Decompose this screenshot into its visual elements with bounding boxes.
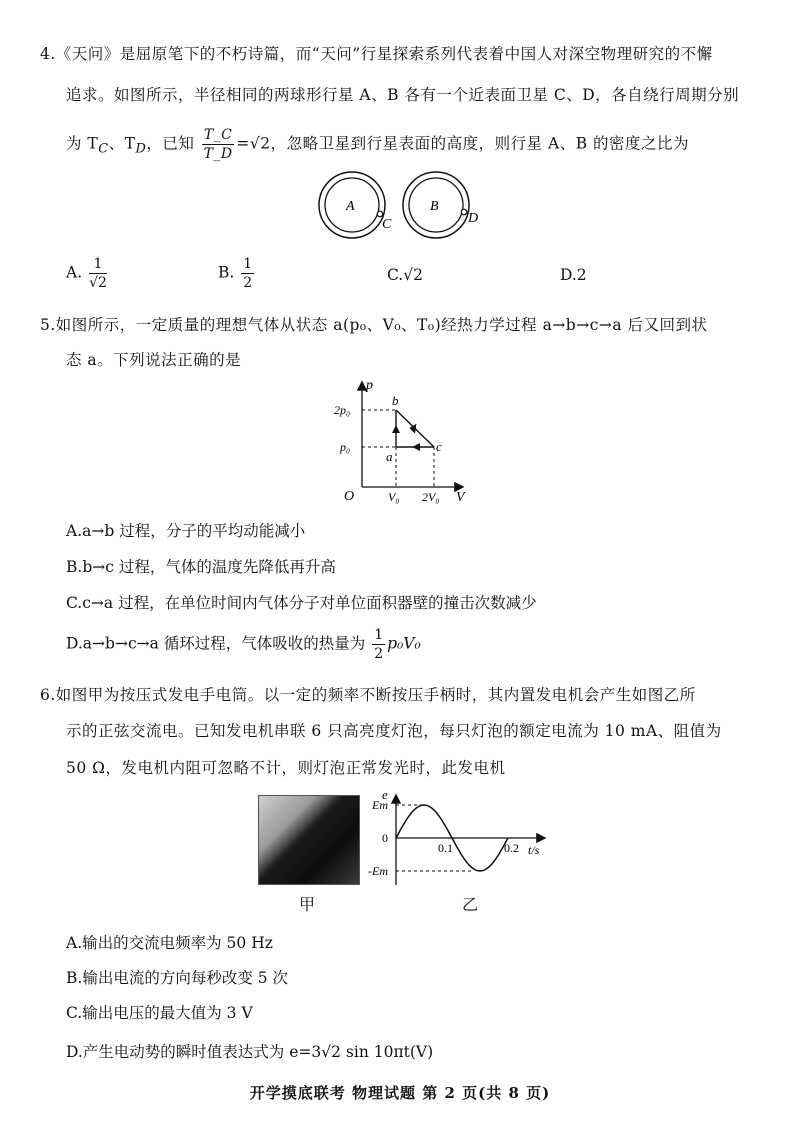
- tick-v0: V₀: [388, 490, 400, 504]
- q4-option-b[interactable]: [218, 257, 256, 290]
- satellite-d: [461, 209, 467, 215]
- tick-2v0: 2V₀: [422, 490, 440, 504]
- fraction-denominator: √2: [89, 275, 107, 291]
- fraction-numerator: 1: [374, 627, 384, 643]
- q6-option-d[interactable]: D.产生电动势的瞬时值表达式为 e=3√2 sin 10πt(V): [66, 1043, 434, 1061]
- q6-line3: 50 Ω，发电机内阻可忽略不计，则灯泡正常发光时，此发电机: [66, 759, 506, 777]
- sine-wave-chart: [368, 790, 568, 890]
- q6-line1: 6.如图甲为按压式发电手电筒。以一定的频率不断按压手柄时，其内置发电机会产生如图乙所: [40, 686, 696, 704]
- arrow-a-b: [392, 425, 400, 433]
- q4-text: =√2，忽略卫星到行星表面的高度，则行星 A、B 的密度之比为: [236, 134, 690, 153]
- tick-p0: p₀: [340, 440, 351, 454]
- caption-jia: 甲: [299, 895, 316, 914]
- q4-option-c[interactable]: C.√2: [387, 266, 423, 284]
- q6-line2: 示的正弦交流电。已知发电机串联 6 只高亮度灯泡，每只灯泡的额定电流为 10 mA、阻值为: [66, 722, 722, 740]
- q4-text: 为 T: [66, 134, 99, 153]
- fraction-denominator: 2: [243, 275, 253, 291]
- q5-option-a[interactable]: A.a→b 过程，分子的平均动能减小: [66, 522, 306, 540]
- satellite-d-label: D: [468, 211, 479, 226]
- tick-neg-em: -Em: [368, 864, 388, 878]
- planets-figure: [310, 168, 490, 248]
- q6-option-b[interactable]: B.输出电流的方向每秒改变 5 次: [66, 969, 289, 987]
- q4-sub-c: C: [98, 141, 109, 157]
- axis-t-label: t/s: [528, 843, 540, 857]
- arrow-c-a: [412, 443, 420, 451]
- q4-line1: 4.《天问》是屈原笔下的不朽诗篇，而“天问”行星探索系列代表着中国人对深空物理研究的不懈: [40, 45, 713, 63]
- fraction-numerator: 1: [89, 257, 107, 274]
- pv-diagram: [330, 375, 480, 505]
- point-a-label: a: [386, 449, 393, 464]
- option-a-fraction: [89, 257, 107, 290]
- fraction-numerator: T_C: [203, 127, 233, 143]
- axis-p-label: p: [366, 378, 373, 393]
- fraction-denominator: 2: [374, 646, 384, 662]
- tick-0.2: 0.2: [504, 841, 519, 855]
- fraction-denominator: T_D: [203, 146, 233, 162]
- option-d-fraction: [372, 628, 385, 661]
- option-label: B.: [218, 263, 235, 282]
- tick-2p0: 2p₀: [334, 403, 351, 417]
- q4-option-d[interactable]: D.2: [560, 266, 587, 284]
- q4-option-a[interactable]: [66, 257, 109, 290]
- q4-line3: [66, 128, 689, 161]
- fraction-numerator: 1: [243, 256, 253, 272]
- q4-text: ，已知: [146, 134, 195, 153]
- flashlight-photo: [258, 795, 360, 885]
- q5-line1: 5.如图所示，一定质量的理想气体从状态 a(p₀、V₀、T₀)经热力学过程 a→b→c→a 后又回到状: [40, 316, 708, 334]
- point-c-label: c: [436, 439, 442, 454]
- planet-a-label: A: [346, 199, 355, 214]
- axis-e-label: e: [382, 790, 388, 802]
- tick-zero: 0: [382, 831, 388, 845]
- option-text: D.a→b→c→a 循环过程，气体吸收的热量为: [66, 634, 366, 653]
- q5-line2: 态 a。下列说法正确的是: [66, 351, 242, 369]
- point-b-label: b: [392, 393, 399, 408]
- q5-option-d[interactable]: [66, 628, 421, 661]
- q5-option-c[interactable]: C.c→a 过程，在单位时间内气体分子对单位面积器壁的撞击次数减少: [66, 594, 537, 612]
- page-footer: 开学摸底联考 物理试题 第 2 页(共 8 页): [249, 1084, 551, 1102]
- option-b-fraction: [241, 257, 254, 290]
- caption-yi: 乙: [462, 895, 479, 914]
- satellite-c-label: C: [382, 217, 392, 232]
- satellite-c: [377, 211, 383, 217]
- q4-line2: 追求。如图所示，半径相同的两球形行星 A、B 各有一个近表面卫星 C、D，各自绕行周期分别: [66, 86, 740, 104]
- option-text: p₀V₀: [387, 634, 421, 653]
- q4-text: 、T: [108, 134, 136, 153]
- tick-0.1: 0.1: [438, 841, 453, 855]
- q6-option-a[interactable]: A.输出的交流电频率为 50 Hz: [66, 934, 273, 952]
- period-ratio-fraction: [202, 128, 235, 161]
- planet-b-label: B: [430, 199, 439, 214]
- q4-sub-d: D: [135, 141, 147, 157]
- q5-option-b[interactable]: B.b→c 过程，气体的温度先降低再升高: [66, 558, 336, 576]
- option-label: A.: [66, 263, 83, 282]
- tick-em: Em: [372, 798, 388, 812]
- q6-option-c[interactable]: C.输出电压的最大值为 3 V: [66, 1004, 253, 1022]
- origin-label: O: [344, 489, 355, 504]
- axis-v-label: V: [456, 490, 465, 505]
